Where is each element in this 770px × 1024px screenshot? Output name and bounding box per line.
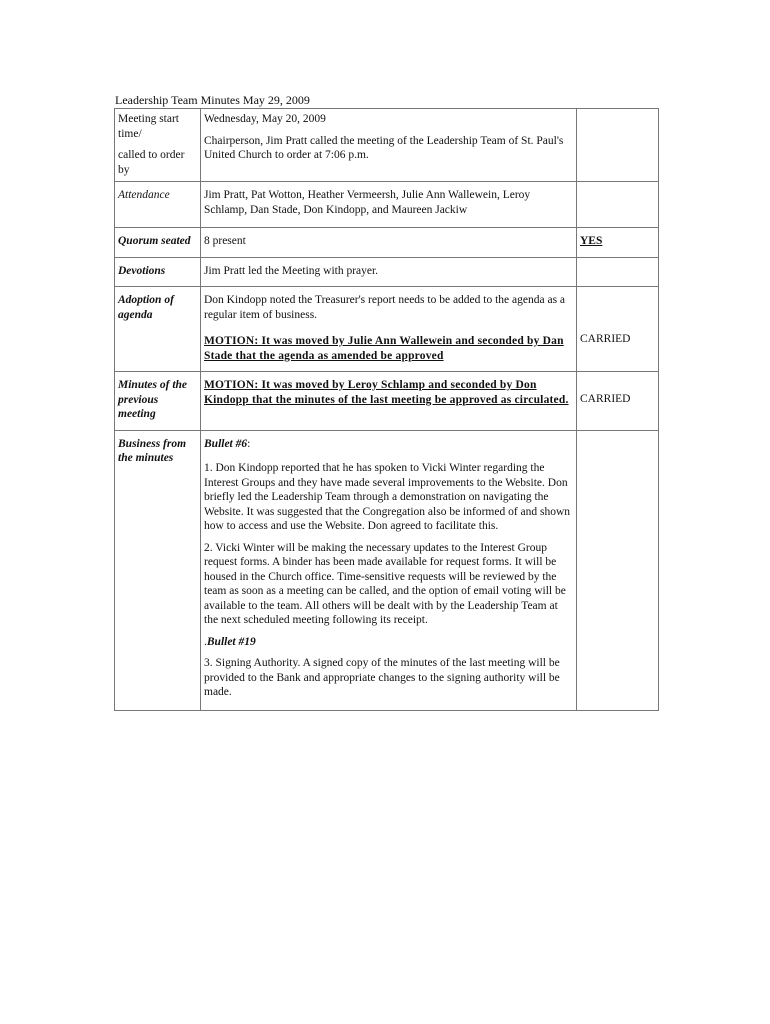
row-label-cell — [115, 430, 201, 710]
row-meeting-start — [115, 109, 659, 182]
row-content-cell — [201, 228, 577, 258]
bullet-19-heading: Bullet #19 — [206, 635, 256, 648]
row-label-business: Business from the minutes — [118, 437, 187, 464]
row-content-cell — [201, 372, 577, 431]
minutes-table — [114, 108, 659, 711]
bullet-19-dot: . — [204, 635, 207, 648]
meeting-called-text: Chairperson, Jim Pratt called the meeting of the Leadership Team of St. Paul's United Church to order at 7:06 p.m. — [204, 134, 564, 161]
row-devotions — [115, 257, 659, 287]
row-label-cell — [115, 109, 201, 182]
row-label-called-to-order: called to order by — [118, 149, 185, 176]
devotions-text: Jim Pratt led the Meeting with prayer. — [204, 264, 379, 277]
row-status-cell — [577, 182, 659, 228]
quorum-text: 8 present — [204, 235, 246, 247]
adoption-text: Don Kindopp noted the Treasurer's report needs to be added to the agenda as a regular item of business. — [204, 294, 566, 321]
row-minutes-previous — [115, 372, 659, 431]
row-content-cell — [201, 287, 577, 372]
business-item-2: 2. Vicki Winter will be making the necessary updates to the Interest Group request forms. A binder has been made available for request forms. It will be housed in the Church office. Time-sensitive requests will be reviewed by the team as soon as a meeting can be called, and the option of email voting will be available to the team. All others will be dealt with by the Leadership Team at the next scheduled meeting following its receipt. — [204, 541, 566, 626]
quorum-status: YES — [580, 235, 603, 247]
row-label-cell — [115, 182, 201, 228]
minutes-motion: MOTION: It was moved by Leroy Schlamp and seconded by Don Kindopp that the minutes of the last meeting be approved as circulated. — [204, 379, 569, 406]
row-content-cell — [201, 257, 577, 287]
row-status-cell — [577, 287, 659, 372]
row-adoption-of-agenda — [115, 287, 659, 372]
row-attendance — [115, 182, 659, 228]
row-content-cell — [201, 430, 577, 710]
row-label-adoption: Adoption of agenda — [118, 294, 174, 321]
row-status-cell — [577, 372, 659, 431]
minutes-status: CARRIED — [580, 393, 631, 405]
row-status-cell — [577, 257, 659, 287]
row-label-quorum: Quorum seated — [118, 235, 191, 247]
bullet-6-heading: Bullet #6 — [204, 437, 248, 450]
row-label-cell — [115, 372, 201, 431]
row-status-cell — [577, 430, 659, 710]
meeting-date: Wednesday, May 20, 2009 — [204, 113, 326, 125]
business-item-1: 1. Don Kindopp reported that he has spoken to Vicki Winter regarding the Interest Groups and they have made several improvements to the Website. Don briefly led the Leadership Team through a demonstration on navigating the Website. It was suggested that the Congregation also be informed of and shown how to access and use the Website. Don agreed to facilitate this. — [204, 462, 571, 532]
row-status-cell — [577, 109, 659, 182]
row-content-cell — [201, 182, 577, 228]
row-status-cell — [577, 228, 659, 258]
row-content-cell — [201, 109, 577, 182]
row-label-minutes-previous: Minutes of the previous meeting — [118, 379, 188, 420]
row-label-meeting-start: Meeting start time/ — [118, 113, 179, 140]
row-quorum — [115, 228, 659, 258]
row-label-attendance: Attendance — [118, 189, 170, 201]
adoption-status: CARRIED — [580, 333, 631, 345]
row-label-cell — [115, 257, 201, 287]
row-label-cell — [115, 287, 201, 372]
bullet-6-colon: : — [247, 437, 251, 450]
attendance-text: Jim Pratt, Pat Wotton, Heather Vermeersh, Julie Ann Wallewein, Leroy Schlamp, Dan Stade, Don Kindopp, and Maureen Jackiw — [204, 189, 531, 216]
row-business-from-minutes — [115, 430, 659, 710]
document-title: Leadership Team Minutes May 29, 2009 — [115, 93, 310, 107]
row-label-cell — [115, 228, 201, 258]
business-item-3: 3. Signing Authority. A signed copy of the minutes of the last meeting will be provided to the Bank and appropriate changes to the signing authority will be made. — [204, 657, 560, 698]
adoption-motion: MOTION: It was moved by Julie Ann Wallewein and seconded by Dan Stade that the agenda as amended be approved — [204, 335, 564, 362]
row-label-devotions: Devotions — [118, 264, 166, 277]
